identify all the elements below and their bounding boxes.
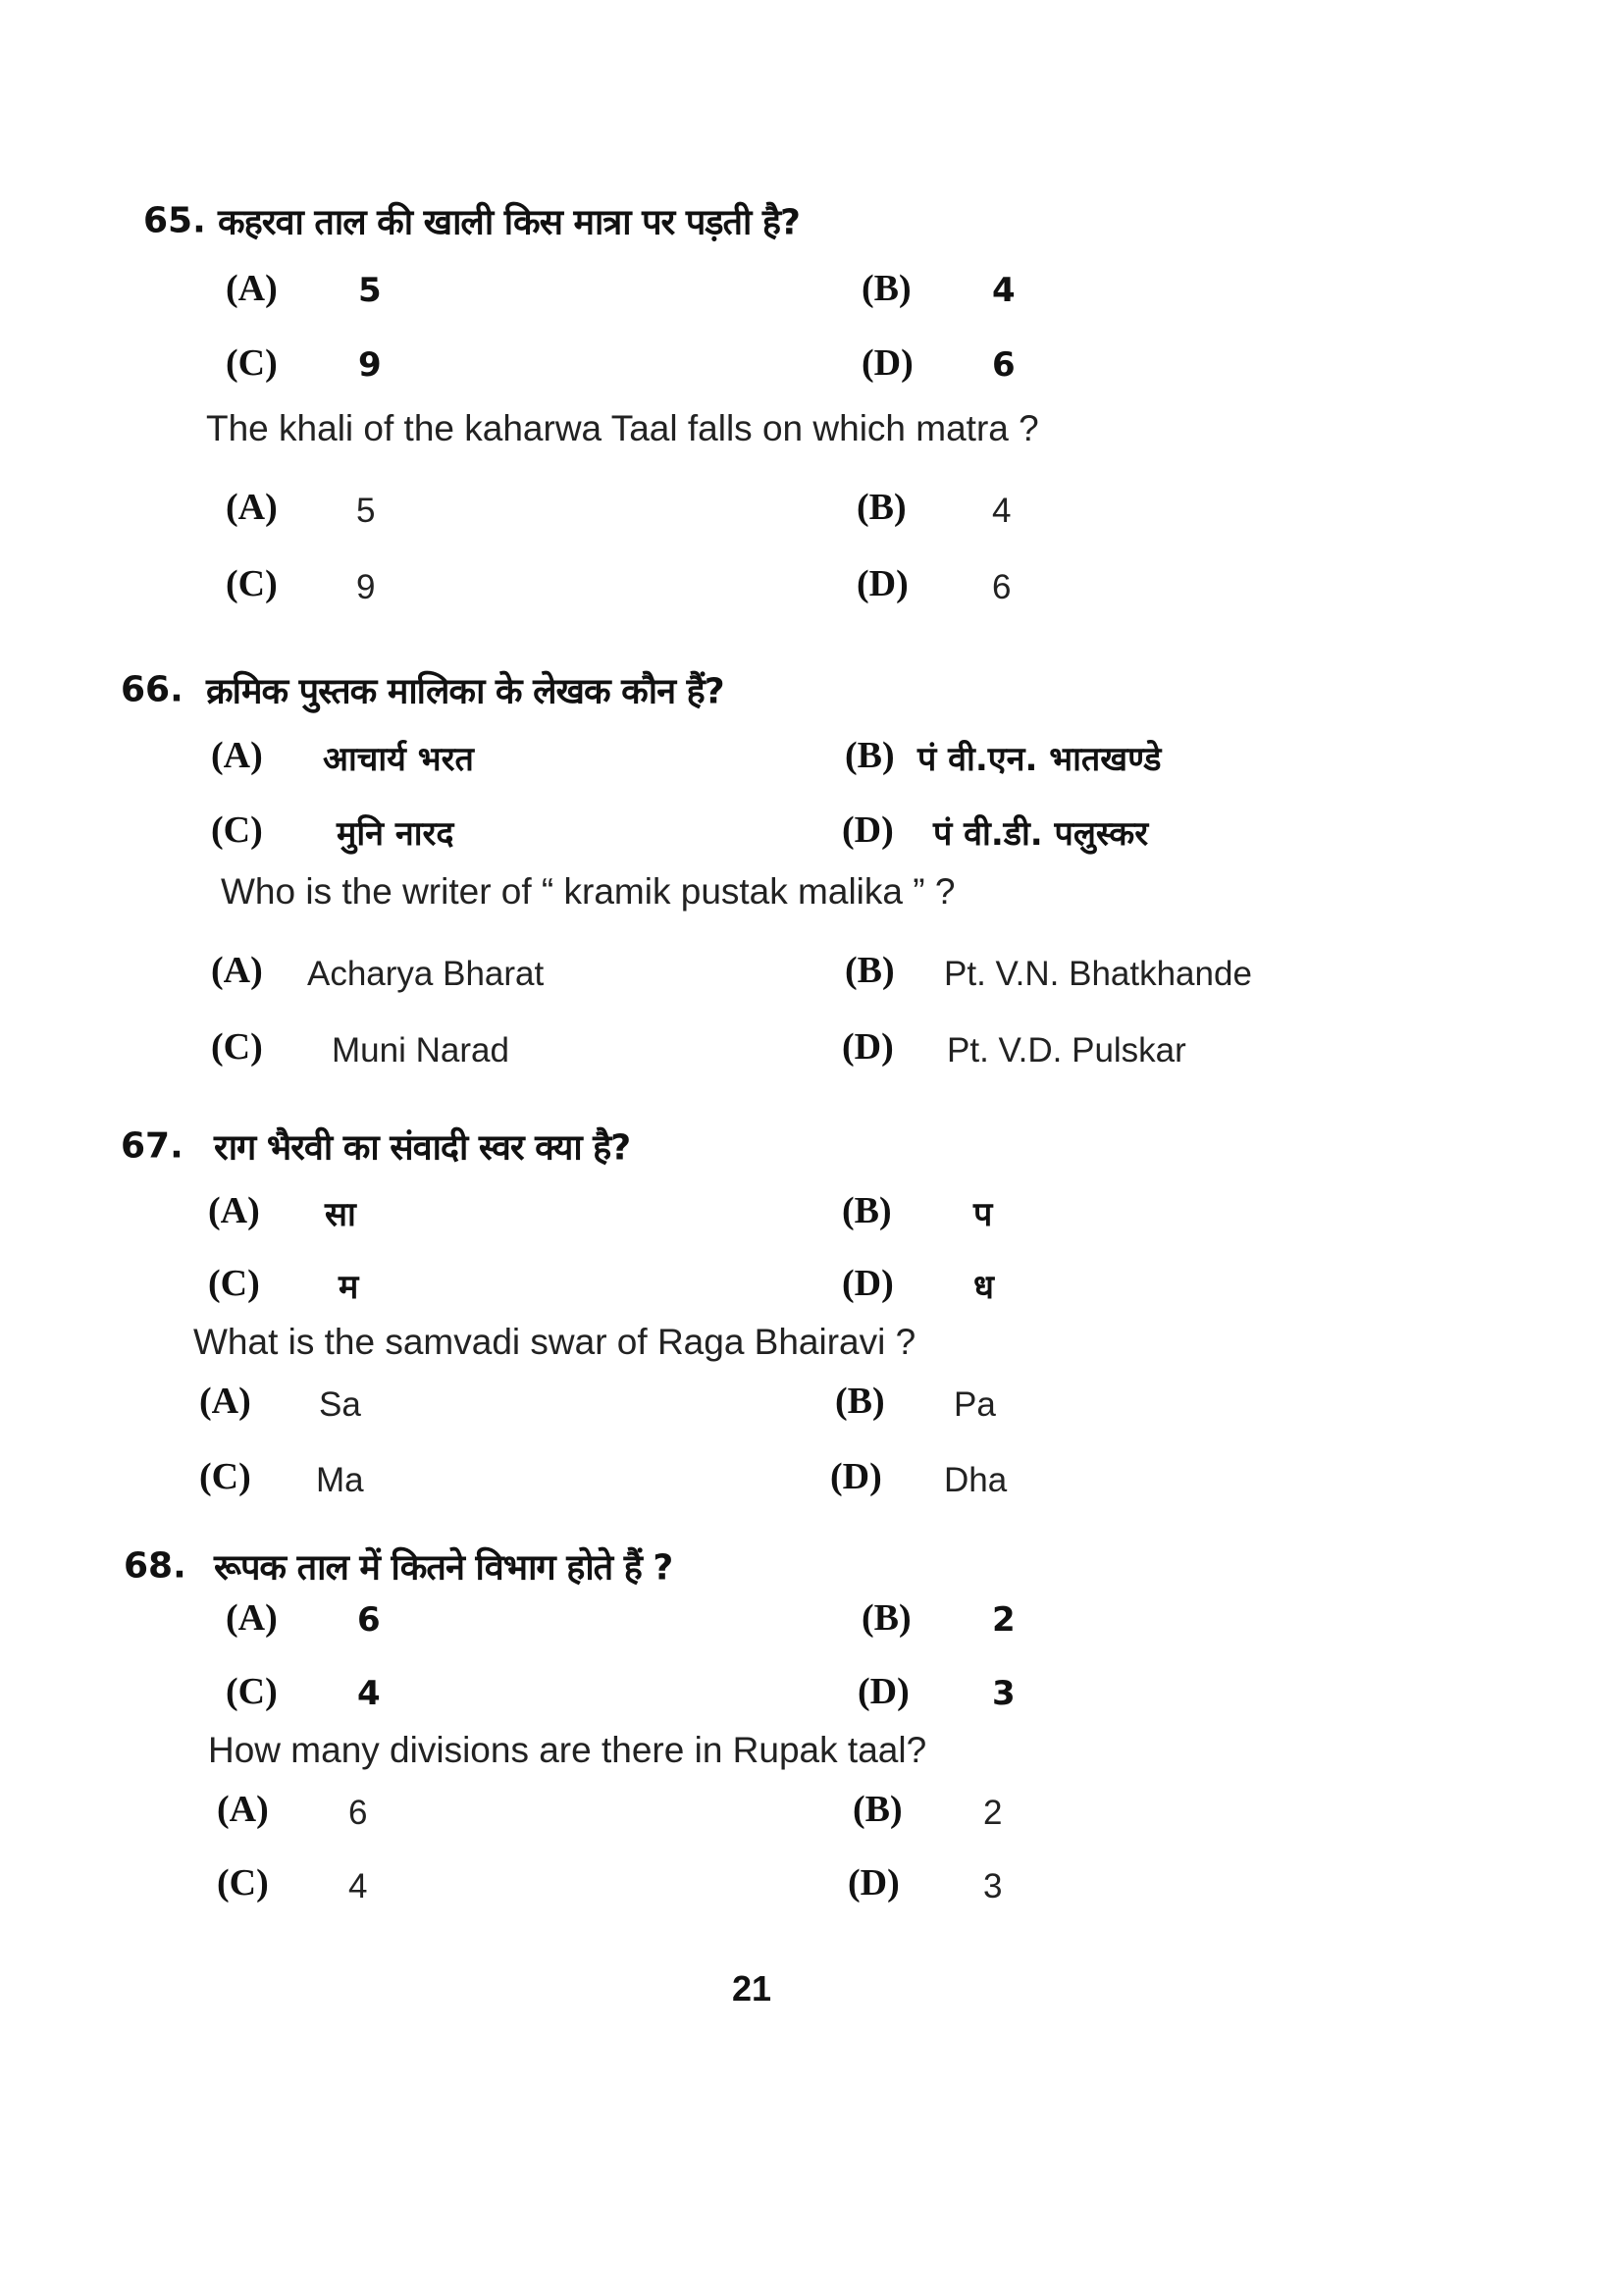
option-label: (D) [848,1862,900,1904]
option-label: (C) [211,1026,263,1068]
option-label: (A) [211,950,263,991]
option-label: (C) [208,1263,260,1304]
option-label: (B) [862,1597,912,1639]
option-label: (D) [842,1263,894,1304]
english-option-text: 6 [348,1794,368,1832]
option-label: (A) [199,1381,251,1422]
english-option-text: Dha [944,1461,1008,1499]
english-option-text: 3 [983,1867,1003,1905]
option-label: (A) [217,1789,269,1830]
option-label: (B) [835,1381,885,1422]
english-question-text: What is the samvadi swar of Raga Bhairavi ? [193,1322,916,1362]
hindi-option-text: मुनि नारद [337,814,454,854]
option-label: (B) [845,735,895,776]
hindi-option-text: पं वी.डी. पलुस्कर [933,814,1149,854]
english-option-text: Pt. V.N. Bhatkhande [944,955,1252,993]
hindi-option-text: सा [325,1195,356,1234]
hindi-option-text: 5 [358,271,382,310]
english-option-text: Acharya Bharat [307,955,545,993]
hindi-option-text: म [339,1268,359,1307]
option-label: (D) [830,1456,882,1497]
option-label: (C) [226,342,278,384]
english-question-text: Who is the writer of “ kramik pustak malika ” ? [221,871,956,912]
option-label: (B) [862,268,912,309]
hindi-option-text: 6 [357,1600,381,1640]
hindi-option-text: पं वी.एन. भातखण्डे [917,740,1162,779]
hindi-question-text: क्रमिक पुस्तक मालिका के लेखक कौन हैं? [206,671,724,712]
hindi-option-text: 2 [992,1600,1016,1640]
hindi-option-text: 9 [358,345,382,385]
hindi-option-text: 4 [992,271,1016,310]
english-option-text: Sa [319,1385,361,1424]
hindi-option-text: ध [973,1268,994,1307]
option-label: (B) [853,1789,903,1830]
question-number: 66. [121,669,183,710]
english-option-text: 2 [983,1794,1003,1832]
option-label: (A) [211,735,263,776]
option-label: (C) [211,809,263,851]
hindi-option-text: 3 [992,1674,1016,1713]
option-label: (A) [208,1190,260,1231]
english-option-text: Ma [316,1461,364,1499]
hindi-option-text: आचार्य भरत [323,740,474,779]
english-option-text: Pt. V.D. Pulskar [947,1031,1186,1070]
hindi-question-text: रूपक ताल में कितने विभाग होते हैं ? [214,1547,673,1589]
question-number: 68. [124,1545,186,1587]
option-label: (C) [199,1456,251,1497]
option-label: (D) [858,1671,910,1712]
option-label: (A) [226,268,278,309]
option-label: (C) [226,1671,278,1712]
english-option-text: 6 [992,568,1012,606]
option-label: (D) [857,563,909,604]
option-label: (B) [857,487,907,528]
hindi-question-text: राग भैरवी का संवादी स्वर क्या है? [214,1127,631,1169]
hindi-option-text: प [973,1195,993,1234]
hindi-option-text: 6 [992,345,1016,385]
question-number: 65. [143,200,206,241]
option-label: (A) [226,1597,278,1639]
english-option-text: Pa [954,1385,996,1424]
option-label: (D) [842,809,894,851]
english-option-text: 5 [356,492,376,530]
option-label: (C) [226,563,278,604]
english-question-text: How many divisions are there in Rupak taal? [208,1730,927,1770]
option-label: (B) [842,1190,892,1231]
hindi-question-text: कहरवा ताल की खाली किस मात्रा पर पड़ती है? [218,202,800,243]
question-number: 67. [121,1125,183,1167]
english-option-text: 9 [356,568,376,606]
english-option-text: 4 [348,1867,368,1905]
option-label: (A) [226,487,278,528]
option-label: (D) [862,342,914,384]
option-label: (D) [842,1026,894,1068]
hindi-option-text: 4 [357,1674,381,1713]
page-number: 21 [732,1968,772,2009]
option-label: (C) [217,1862,269,1904]
english-question-text: The khali of the kaharwa Taal falls on which matra ? [206,408,1039,448]
english-option-text: 4 [992,492,1012,530]
option-label: (B) [845,950,895,991]
english-option-text: Muni Narad [332,1031,509,1070]
